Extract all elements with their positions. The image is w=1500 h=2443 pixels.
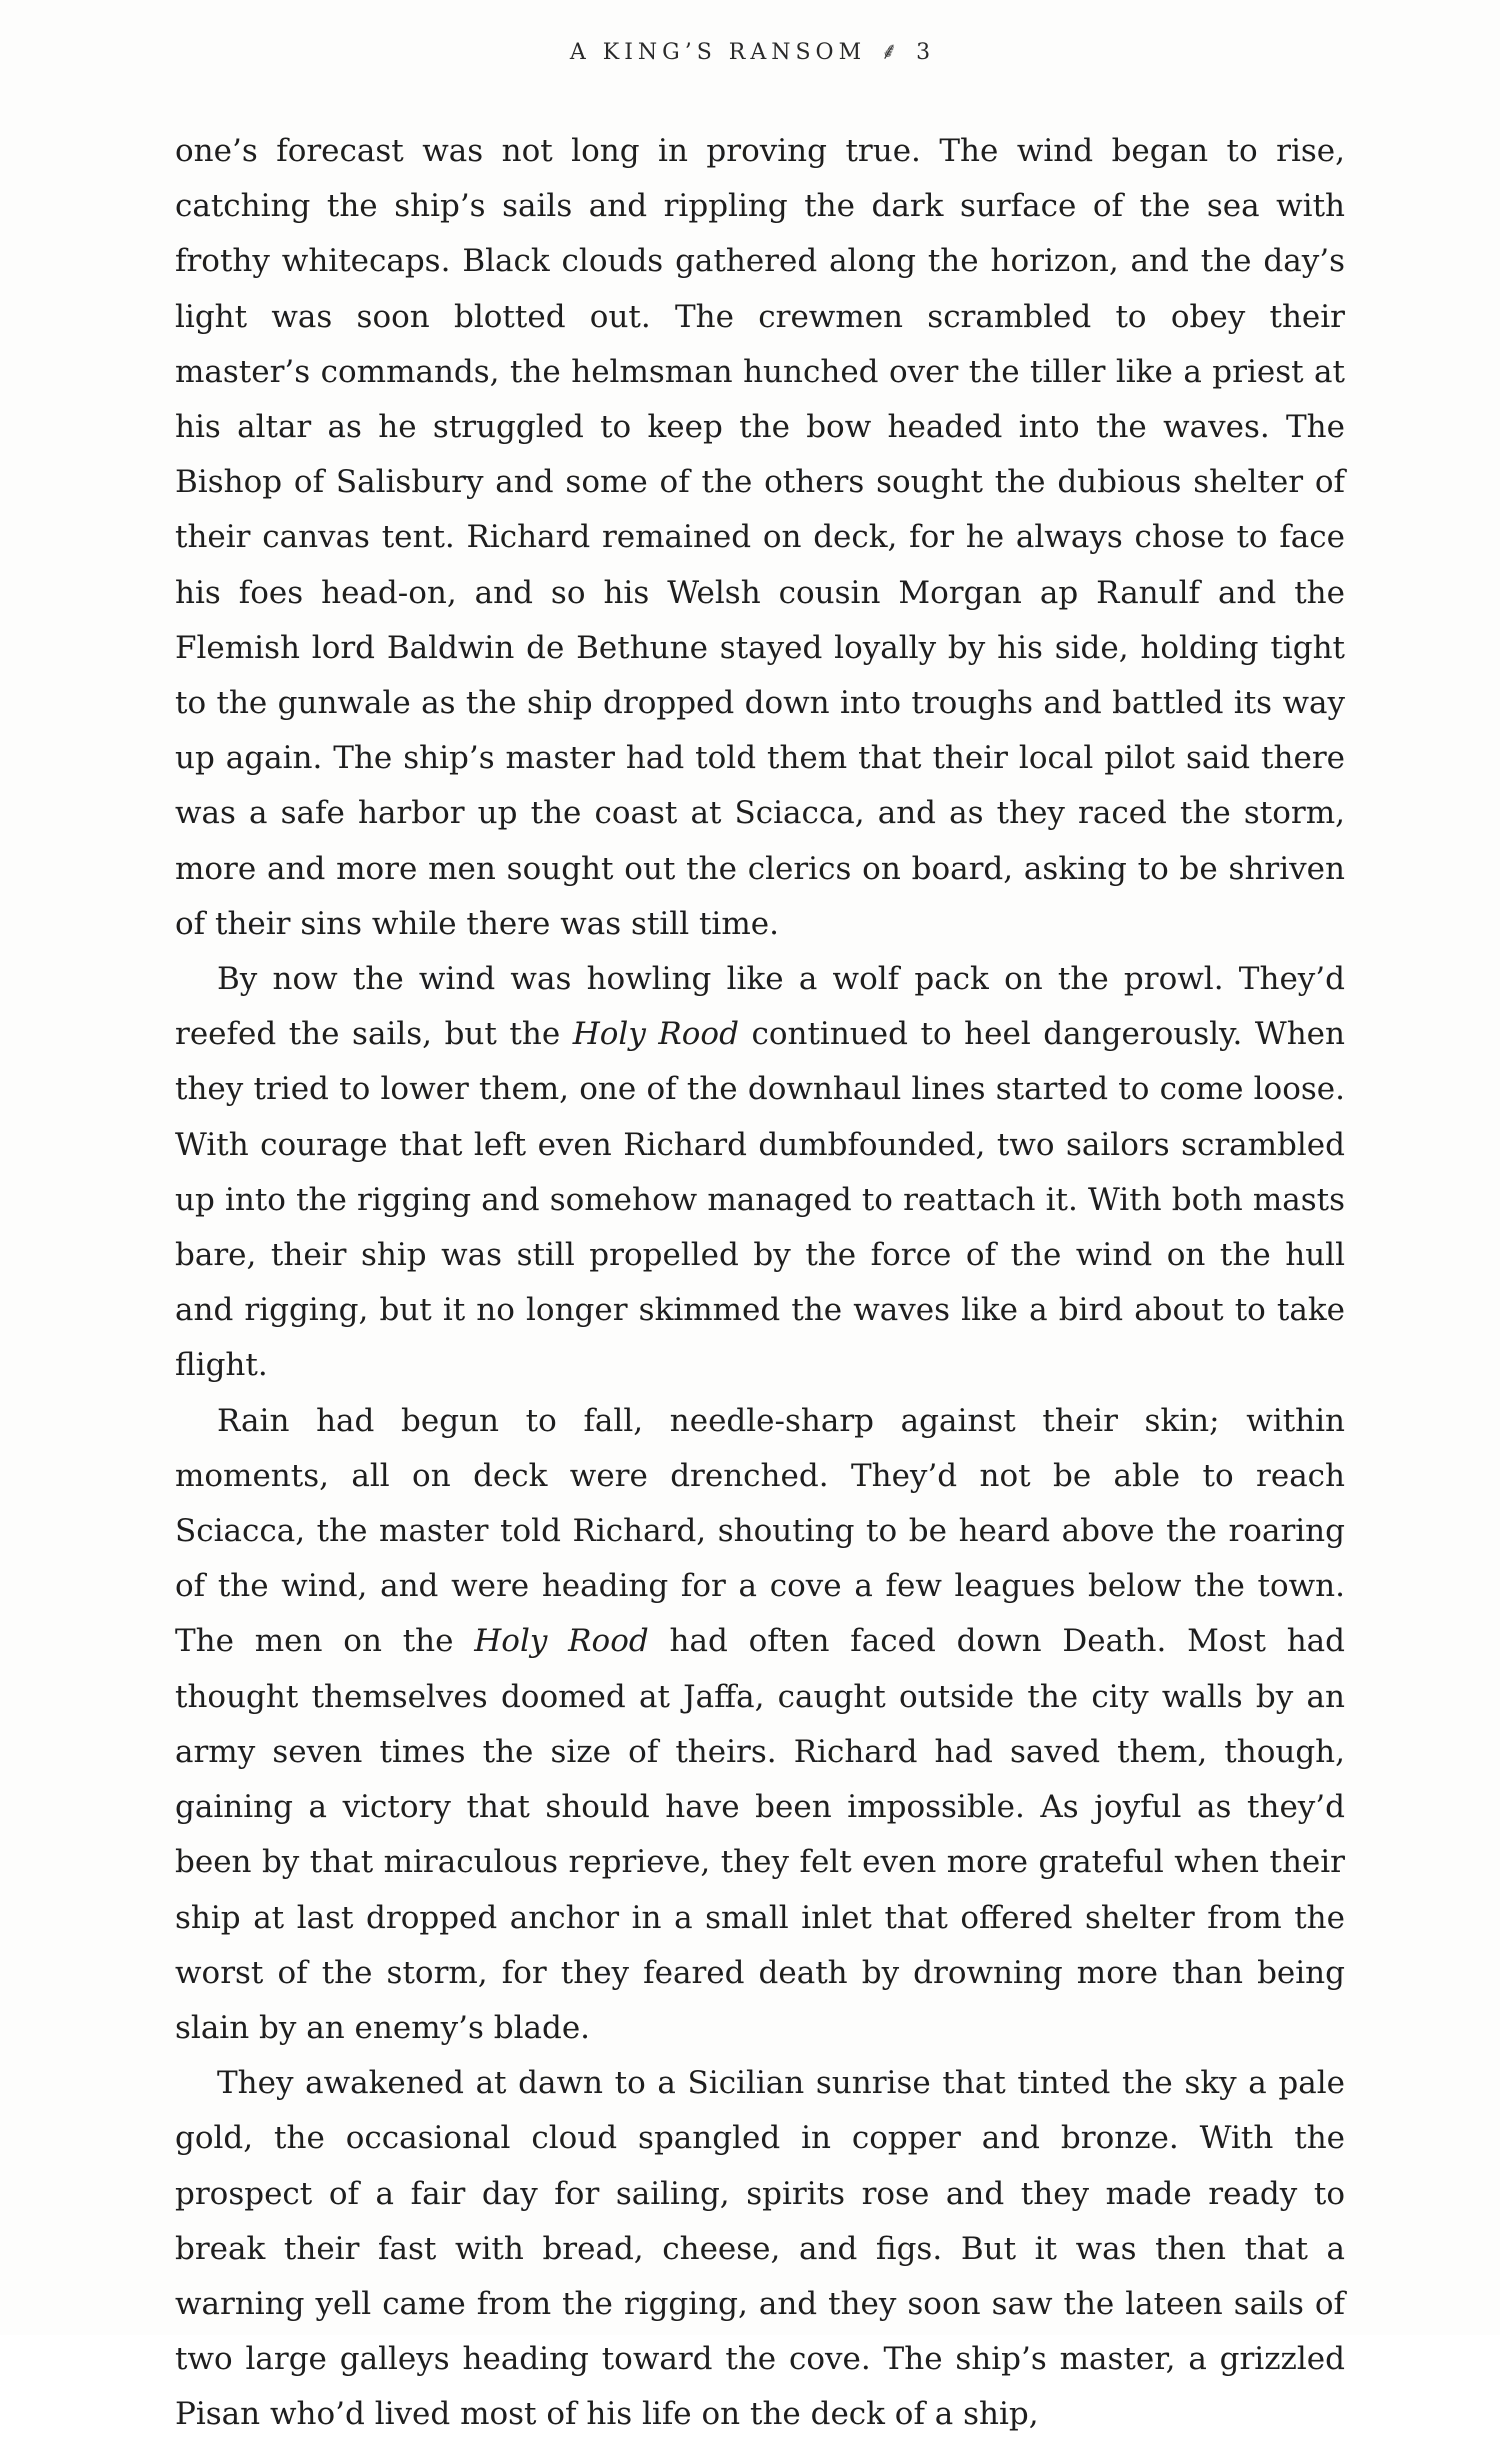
text-run: continued to heel dangerously. When they tried to lower them, one of the downhaul lines started to come loose. With courage that left even Richard dumbfounded, two sailors scrambled up into the rigging and somehow managed to reattach it. With both masts bare, their ship was still propelled by the force of the wind on the hull and rigging, but it no longer skimmed the waves like a bird about to take flight. <box>175 1016 1345 1384</box>
page-number: 3 <box>916 40 931 65</box>
text-run: They awakened at dawn to a Sicilian sunrise that tinted the sky a pale gold, the occasional cloud spangled in copper and bronze. With the prospect of a fair day for sailing, spirits rose and they made ready to break their fast with bread, cheese, and figs. But it was then that a warning yell came from the rigging, and they soon saw the lateen sails of two large galleys heading toward the cove. The ship’s master, a grizzled Pisan who’d lived most of his life on the deck of a ship, <box>175 2065 1345 2433</box>
text-run: had often faced down Death. Most had thought themselves doomed at Jaffa, caught outside the city walls by an army seven times the size of theirs. Richard had saved them, though, gaining a victory that should have been impossible. As joyful as they’d been by that miraculous reprieve, they felt even more grateful when their ship at last dropped anchor in a small inlet that offered shelter from the worst of the storm, for they feared death by drowning more than being slain by an enemy’s blade. <box>175 1623 1345 2046</box>
ship-name-italic: Holy Rood <box>474 1623 649 1660</box>
paragraph <box>175 952 1345 1394</box>
running-head <box>0 34 1500 67</box>
text-run: By now the wind was howling like a wolf pack on the prowl. They’d reefed the sails, but the <box>175 961 1345 1053</box>
paragraph <box>175 1394 1345 2056</box>
running-head-title: A KING’S RANSOM <box>569 40 867 65</box>
ornament-icon: ⸙ <box>880 37 899 65</box>
paragraph <box>175 2056 1345 2442</box>
paragraph <box>175 124 1345 952</box>
ship-name-italic: Holy Rood <box>572 1016 739 1053</box>
body-text <box>175 124 1345 2443</box>
text-run: Rain had begun to fall, needle-sharp against their skin; within moments, all on deck were drenched. They’d not be able to reach Sciacca, the master told Richard, shouting to be heard above the roaring of the wind, and were heading for a cove a few leagues below the town. The men on the <box>175 1402 1345 1660</box>
text-run: one’s forecast was not long in proving true. The wind began to rise, catching the ship’s sails and rippling the dark surface of the sea with frothy whitecaps. Black clouds gathered along the horizon, and the day’s light was soon blotted out. The crewmen scrambled to obey their master’s commands, the helmsman hunched over the tiller like a priest at his altar as he struggled to keep the bow headed into the waves. The Bishop of Salisbury and some of the others sought the dubious shelter of their canvas tent. Richard remained on deck, for he always chose to face his foes head-on, and so his Welsh cousin Morgan ap Ranulf and the Flemish lord Baldwin de Bethune stayed loyally by his side, holding tight to the gunwale as the ship dropped down into troughs and battled its way up again. The ship’s master had told them that their local pilot said there was a safe harbor up the coast at Sciacca, and as they raced the storm, more and more men sought out the clerics on board, asking to be shriven of their sins while there was still time. <box>175 133 1345 942</box>
